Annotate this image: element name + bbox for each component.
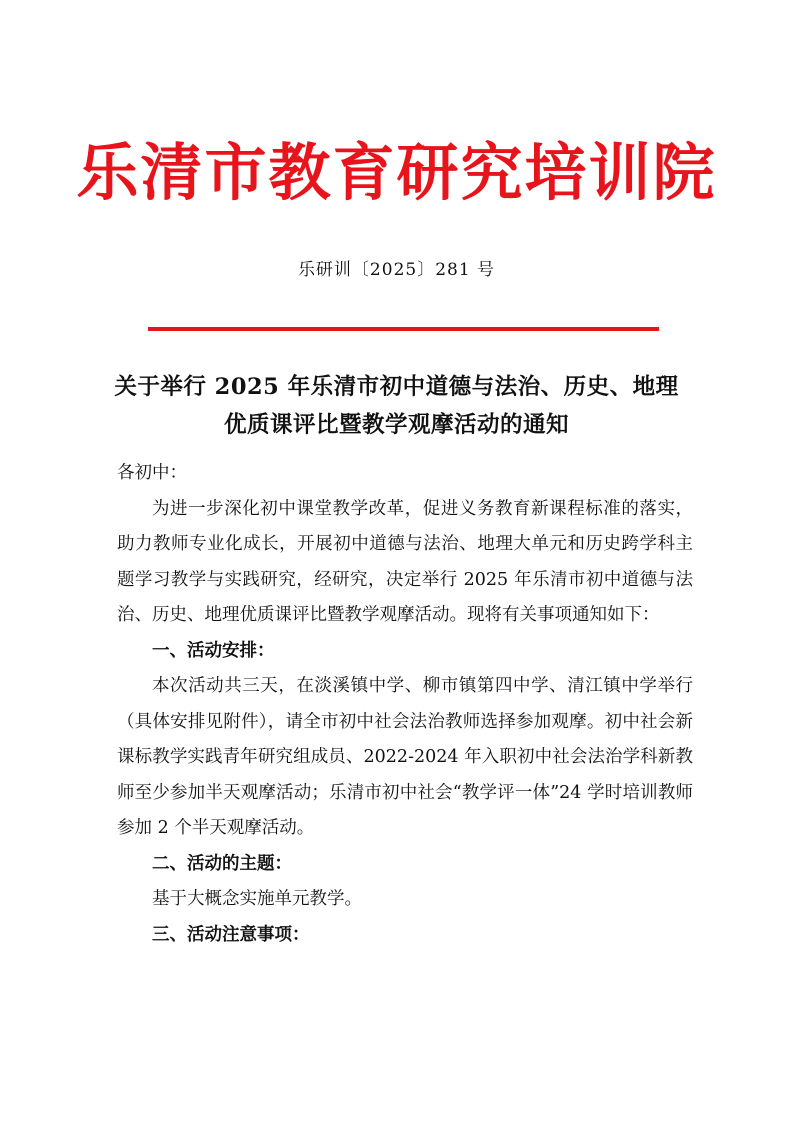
red-divider-line [148,327,659,331]
section-3-heading: 三、活动注意事项： [152,924,310,945]
notice-body [117,456,693,953]
intro-paragraph: 为进一步深化初中课堂教学改革，促进义务教育新课程标准的落实，助力教师专业化成长，开展初中道德与法治、地理大单元和历史跨学科主题学习教学与实践研究，经研究，决定举行 2025 年乐清市初中道德与法治、历史、地理优质课评比暨教学观摩活动。现将有关事项通知如下： [117,498,693,625]
notice-title [100,368,693,444]
section-2-paragraph: 基于大概念实施单元教学。 [152,889,362,909]
section-2-heading: 二、活动的主题： [152,853,292,874]
document-number: 乐研训〔2025〕281 号 [297,260,496,280]
salutation: 各初中： [117,463,187,483]
section-1-paragraph: 本次活动共三天，在淡溪镇中学、柳市镇第四中学、清江镇中学举行（具体安排见附件），请全市初中社会法治教师选择参加观摩。初中社会新课标教学实践青年研究组成员、2022-2024 年入职初中社会法治学科新教师至少参加半天观摩活动；乐清市初中社会“教学评一体”24 学时培训教师参加 2 个半天观摩活动。 [117,676,693,838]
org-masthead: 乐清市教育研究培训院 [76,136,717,209]
section-1-heading: 一、活动安排： [152,640,275,661]
notice-title-line-1: 关于举行 2025 年乐清市初中道德与法治、历史、地理 [114,374,679,400]
notice-title-line-2: 优质课评比暨教学观摩活动的通知 [223,412,569,438]
